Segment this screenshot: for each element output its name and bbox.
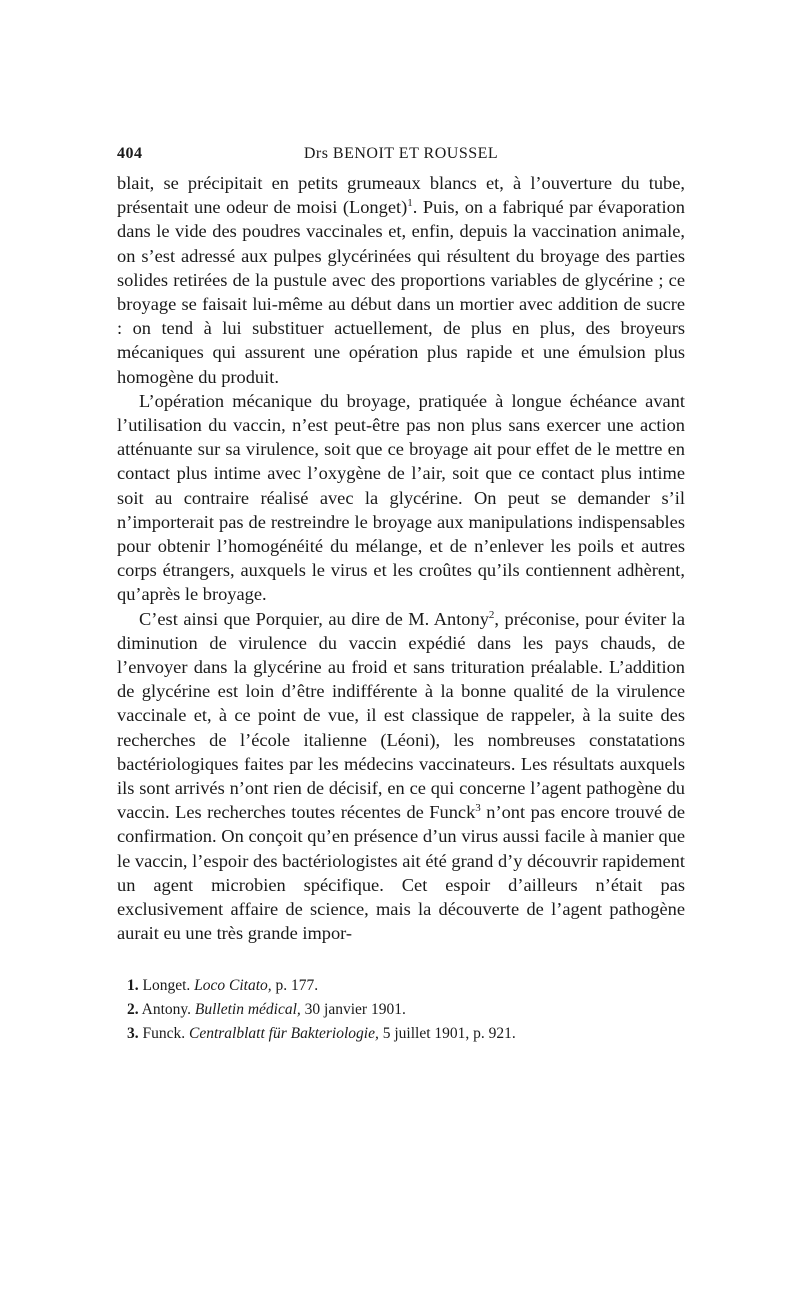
footnote — [117, 998, 685, 1022]
footnote-author: Longet. — [142, 976, 191, 994]
page-number: 404 — [117, 145, 143, 162]
paragraph-text: blait, se précipitait en petits grumeaux blancs et, à l’ouverture du tube, présentait une odeur de moisi (Longet) — [117, 173, 685, 218]
footnote-details: 30 janvier 1901. — [304, 1000, 406, 1018]
footnote-number: 3. — [127, 1024, 139, 1042]
paragraph — [117, 389, 685, 607]
footnote-number: 2. — [127, 1000, 139, 1018]
footnote-title: Loco Citato, — [194, 976, 272, 994]
paragraph — [117, 607, 685, 946]
book-page — [117, 145, 685, 1046]
footnote-title: Bulletin médical, — [194, 1000, 301, 1018]
running-head — [117, 145, 685, 171]
footnote-number: 1. — [127, 976, 139, 994]
footnote-author: Funck. — [142, 1024, 186, 1042]
paragraph-text: n’ont pas encore trouvé de confirmation. On conçoit qu’en présence d’un virus aussi facile à manier que le vaccin, l’espoir des bactériologistes ait été grand d’y découvrir rapidement un agent microbien spécifique. Cet espoir d’ailleurs n’était pas exclusivement affaire de science, mais la découverte de l’agent pathogène aurait eu une très grande impor- — [117, 802, 685, 944]
paragraph-text: . Puis, on a fabriqué par évaporation dans le vide des poudres vaccinales et, enfin, depuis la vaccination animale, on s’est adressé aux pulpes glycérinées qui résultent du broyage des parties solides retirées de la pustule avec des proportions variables de glycérine ; ce broyage se faisait lui-même au début dans un mortier avec addition de sucre : on tend à lui substituer actuellement, de plus en plus, des broyeurs mécaniques qui assurent une opération plus rapide et une émulsion plus homogène du produit. — [117, 197, 685, 387]
footnote-ref[interactable]: 1 — [407, 197, 413, 210]
footnote-title: Centralblatt für Bakteriologie, — [189, 1024, 379, 1042]
footnote-author: Antony. — [141, 1000, 192, 1018]
footnote-details: 5 juillet 1901, p. 921. — [382, 1024, 516, 1042]
footnote — [117, 1022, 685, 1046]
footnote-details: p. 177. — [275, 976, 319, 994]
footnote-ref[interactable]: 3 — [475, 802, 481, 815]
body-text — [117, 171, 685, 946]
paragraph — [117, 171, 685, 389]
paragraph-text: , préconise, pour éviter la diminution de virulence du vaccin expédié dans les pays chauds, de l’envoyer dans la glycérine au froid et sans trituration préalable. L’addition de glycérine est loin d’être indifférente à la bonne qualité de la virulence vaccinale et, à ce point de vue, il est classique de rappeler, à la suite des recherches de l’école italienne (Léoni), les nombreuses constatations bactériologiques faites par les médecins vaccinateurs. Les résultats auxquels ils sont arrivés n’ont rien de décisif, en ce qui concerne l’agent pathogène du vaccin. Les recherches toutes récentes de Funck — [117, 608, 686, 823]
footnote — [117, 974, 685, 998]
footnotes — [117, 974, 685, 1046]
paragraph-text: L’opération mécanique du broyage, pratiquée à longue échéance avant l’utilisation du vaccin, n’est peut-être pas non plus sans exercer une action atténuante sur sa virulence, soit que ce broyage ait pour effet de le mettre en contact plus intime avec l’oxygène de l’air, soit que ce contact plus intime soit au contraire réalisé avec la glycérine. On peut se demander s’il n’importerait pas de restreindre le broyage aux manipulations indispensables pour obtenir l’homogénéité du mélange, et de n’enlever les poils et autres corps étrangers, auxquels le virus et les croûtes qu’ils contiennent adhèrent, qu’après le broyage. — [117, 390, 685, 605]
running-title: Drs BENOIT ET ROUSSEL — [303, 145, 499, 162]
footnote-ref[interactable]: 2 — [488, 608, 495, 621]
paragraph-text: C’est ainsi que Porquier, au dire de M. Antony — [139, 608, 489, 629]
